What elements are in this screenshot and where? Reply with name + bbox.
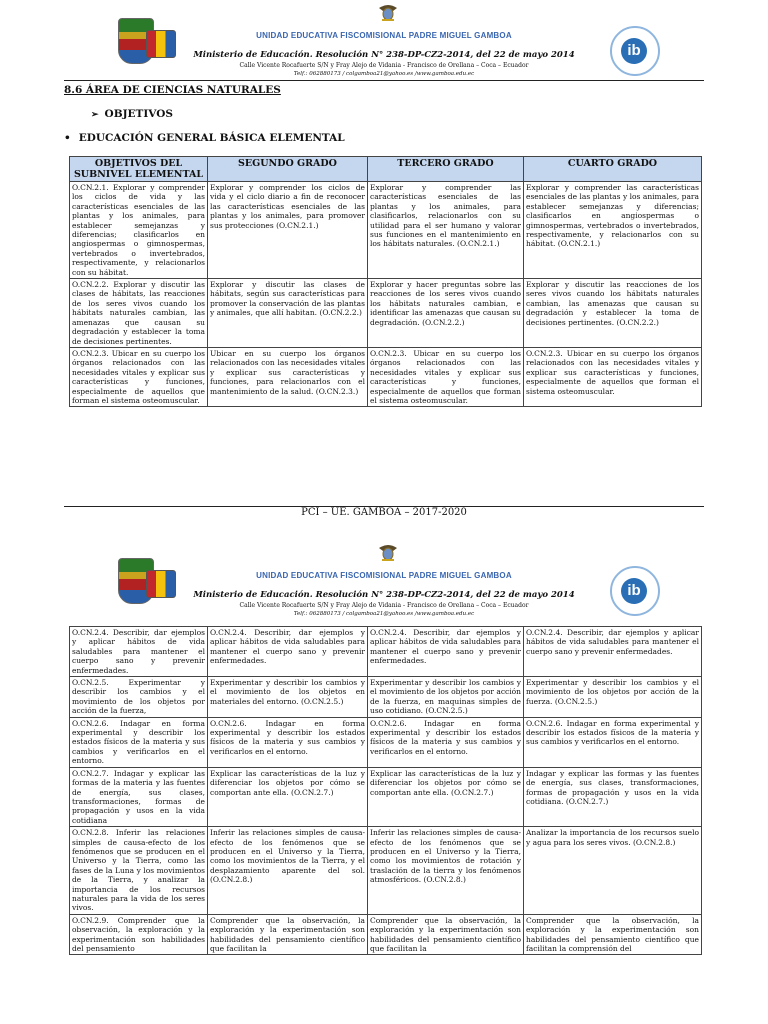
table-header-row [70, 157, 702, 182]
cell-tercero-grado: Explorar y comprender las características esenciales de las plantas y los animales, para clasificarlos, relacionarlos con su utilidad para el ser humano y valorar sus funciones en el mantenimiento en los hábitats naturales. (O.CN.2.1.) [368, 182, 524, 279]
cell-objetivo: O.CN.2.3. Ubicar en su cuerpo los órganos relacionados con las necesidades vitales y explicar sus características y funciones, especialmente de aquellos que forman el sistema osteomuscular. [70, 347, 208, 406]
cell-objetivo: O.CN.2.6. Indagar en forma experimental y describir los estados físicos de la materia y sus cambios y verificarlos en el entorno. [70, 717, 208, 767]
address-line: Calle Vicente Rocafuerte S/N y Fray Alejo de Vidania - Francisco de Orellana – Coca – Ecuador [239, 62, 529, 69]
table-row [70, 767, 702, 826]
cell-segundo-grado: O.CN.2.6. Indagar en forma experimental y describir los estados físicos de la materia y sus cambios y verificarlos en el entorno. [208, 717, 368, 767]
ib-world-school-logo [610, 566, 660, 616]
document-page-2 [0, 540, 768, 1024]
column-header-segundo: SEGUNDO GRADO [208, 157, 368, 182]
ib-world-school-logo [610, 26, 660, 76]
cell-segundo-grado: Explicar las características de la luz y diferenciar los objetos por cómo se comportan ante ella. (O.CN.2.7.) [208, 767, 368, 826]
cell-cuarto-grado: Explorar y comprender las características esenciales de las plantas y los animales, para establecer semejanzas y diferencias; clasificarlos en angiospermas o gimnospermas, vertebrados o invertebrados, respectivamente, y relacionarlos con su hábitat. (O.CN.2.1.) [524, 182, 702, 279]
cell-objetivo: O.CN.2.9. Comprender que la observación, la exploración y la experimentación son habilidades del pensamiento [70, 914, 208, 955]
cell-cuarto-grado: Comprender que la observación, la exploración y la experimentación son habilidades del pensamiento científico que facilitan la comprensión del [524, 914, 702, 955]
level-heading [64, 132, 345, 144]
cell-objetivo: O.CN.2.7. Indagar y explicar las formas de la materia y las fuentes de energía, sus clases, transformaciones, formas de propagación y usos en la vida cotidiana [70, 767, 208, 826]
resolution-line: Ministerio de Educación. Resolución N° 238-DP-CZ2-2014, del 22 de mayo 2014 [193, 50, 575, 60]
cell-objetivo: O.CN.2.2. Explorar y discutir las clases de hábitats, las reacciones de los seres vivos cuando los hábitats naturales cambian, las amenazas que causan su degradación y establecer la toma de decisiones pertinentes. [70, 279, 208, 348]
ib-logo-text: ib [621, 38, 647, 64]
table-row [70, 627, 702, 677]
section-title: 8.6 ÁREA DE CIENCIAS NATURALES [64, 84, 281, 96]
cell-tercero-grado: Comprender que la observación, la exploración y la experimentación son habilidades del pensamiento científico que facilitan la [368, 914, 524, 955]
objectives-heading [91, 108, 173, 120]
table-row [70, 677, 702, 718]
cell-cuarto-grado: Explorar y discutir las reacciones de los seres vivos cuando los hábitats naturales cambian, las amenazas que causan su degradación y establecer la toma de decisiones pertinentes. (O.CN.2.2.) [524, 279, 702, 348]
ecuador-coat-of-arms-icon [377, 542, 399, 562]
address-line: Calle Vicente Rocafuerte S/N y Fray Alejo de Vidania - Francisco de Orellana – Coca – Ecuador [239, 602, 529, 609]
page-header [0, 540, 768, 620]
cell-tercero-grado: Explorar y hacer preguntas sobre las reacciones de los seres vivos cuando los hábitats naturales cambian, e identificar las amenazas que causan su degradación. (O.CN.2.2.) [368, 279, 524, 348]
cell-tercero-grado: O.CN.2.3. Ubicar en su cuerpo los órganos relacionados con las necesidades vitales y explicar sus características y funciones, especialmente de aquellos que forman el sistema osteomuscular. [368, 347, 524, 406]
arrow-bullet-icon: ➢ [91, 110, 99, 120]
school-name: UNIDAD EDUCATIVA FISCOMISIONAL PADRE MIGUEL GAMBOA [256, 31, 512, 40]
cell-cuarto-grado: O.CN.2.3. Ubicar en su cuerpo los órganos relacionados con las necesidades vitales y explicar sus características y funciones, especialmente de aquellos que forman el sistema osteomuscular. [524, 347, 702, 406]
page-footer: PCI – UE. GAMBOA – 2017-2020 [301, 507, 467, 518]
header-divider [64, 80, 704, 81]
cell-cuarto-grado: Indagar y explicar las formas y las fuentes de energía, sus clases, transformaciones, formas de propagación y usos en la vida cotidiana. (O.CN.2.7.) [524, 767, 702, 826]
cell-tercero-grado: Inferir las relaciones simples de causa-efecto de los fenómenos que se producen en el Universo y la Tierra, como los movimientos de rotación y traslación de la tierra y los fenómenos atmosféricos. (O.CN.2.8.) [368, 827, 524, 915]
cell-cuarto-grado: O.CN.2.6. Indagar en forma experimental y describir los estados físicos de la materia y sus cambios y verificarlos en el entorno. [524, 717, 702, 767]
cell-segundo-grado: Experimentar y describir los cambios y el movimiento de los objetos en materiales del entorno. (O.CN.2.5.) [208, 677, 368, 718]
table-row [70, 347, 702, 406]
resolution-line: Ministerio de Educación. Resolución N° 238-DP-CZ2-2014, del 22 de mayo 2014 [193, 590, 575, 600]
column-header-tercero: TERCERO GRADO [368, 157, 524, 182]
page-header [0, 0, 768, 80]
table-row [70, 279, 702, 348]
table-row [70, 182, 702, 279]
cell-cuarto-grado: Analizar la importancia de los recursos suelo y agua para los seres vivos. (O.CN.2.8.) [524, 827, 702, 915]
objectives-table-page-2 [69, 626, 702, 955]
cell-objetivo: O.CN.2.1. Explorar y comprender los ciclos de vida y las características esenciales de las plantas y los animales, para establecer semejanzas y diferencias; clasificarlos en angiospermas o gimnospermas, vertebrados o invertebrados, respectivamente, y relacionarlos con su hábitat. [70, 182, 208, 279]
cell-cuarto-grado: O.CN.2.4. Describir, dar ejemplos y aplicar hábitos de vida saludables para mantener el cuerpo sano y prevenir enfermedades. [524, 627, 702, 677]
contact-line: Telf.: 062880173 / colgamboa21@yahoo.es /www.gamboa.edu.ec [293, 71, 475, 77]
cell-tercero-grado: O.CN.2.6. Indagar en forma experimental y describir los estados físicos de la materia y sus cambios y verificarlos en el entorno. [368, 717, 524, 767]
table-row [70, 717, 702, 767]
cell-tercero-grado: Explicar las características de la luz y diferenciar los objetos por cómo se comportan ante ella. (O.CN.2.7.) [368, 767, 524, 826]
bullet-icon: • [64, 132, 71, 144]
ib-logo-text: ib [621, 578, 647, 604]
cell-objetivo: O.CN.2.4. Describir, dar ejemplos y aplicar hábitos de vida saludables para mantener el cuerpo sano y prevenir enfermedades. [70, 627, 208, 677]
contact-line: Telf.: 062880173 / colgamboa21@yahoo.es /www.gamboa.edu.ec [293, 611, 475, 617]
cell-segundo-grado: Explorar y comprender los ciclos de vida y el ciclo diario a fin de reconocer las características esenciales de las plantas y los animales, para promover sus protecciones (O.CN.2.1.) [208, 182, 368, 279]
cell-segundo-grado: Ubicar en su cuerpo los órganos relacionados con las necesidades vitales y explicar sus características y funciones, para relacionarlos con el mantenimiento de la salud. (O.CN.2.3.) [208, 347, 368, 406]
cell-segundo-grado: O.CN.2.4. Describir, dar ejemplos y aplicar hábitos de vida saludables para mantener el cuerpo sano y prevenir enfermedades. [208, 627, 368, 677]
cell-tercero-grado: O.CN.2.4. Describir, dar ejemplos y aplicar hábitos de vida saludables para mantener el cuerpo sano y prevenir enfermedades. [368, 627, 524, 677]
school-name: UNIDAD EDUCATIVA FISCOMISIONAL PADRE MIGUEL GAMBOA [256, 571, 512, 580]
ecuador-coat-of-arms-icon [377, 2, 399, 22]
column-header-cuarto: CUARTO GRADO [524, 157, 702, 182]
objectives-label: OBJETIVOS [104, 108, 173, 120]
table-row [70, 827, 702, 915]
table-row [70, 914, 702, 955]
cell-tercero-grado: Experimentar y describir los cambios y el movimiento de los objetos por acción de la fuerza, en maquinas simples de uso cotidiano. (O.CN.2.5.) [368, 677, 524, 718]
level-label: EDUCACIÓN GENERAL BÁSICA ELEMENTAL [78, 132, 345, 144]
objectives-table-page-1 [69, 156, 702, 407]
cell-objetivo: O.CN.2.5. Experimentar y describir los cambios y el movimiento de los objetos por acción de la fuerza, [70, 677, 208, 718]
cell-objetivo: O.CN.2.8. Inferir las relaciones simples de causa-efecto de los fenómenos que se producen en el Universo y la Tierra, como las fases de la Luna y los movimientos de la Tierra, y analizar la importancia de los recursos naturales para la vida de los seres vivos. [70, 827, 208, 915]
cell-segundo-grado: Explorar y discutir las clases de hábitats, según sus características para promover la conservación de las plantas y animales, que allí habitan. (O.CN.2.2.) [208, 279, 368, 348]
cell-segundo-grado: Comprender que la observación, la exploración y la experimentación son habilidades del pensamiento científico que facilitan la [208, 914, 368, 955]
cell-cuarto-grado: Experimentar y describir los cambios y el movimiento de los objetos por acción de la fuerza. (O.CN.2.5.) [524, 677, 702, 718]
cell-segundo-grado: Inferir las relaciones simples de causa-efecto de los fenómenos que se producen en el Universo y la Tierra, como los movimientos de la Tierra, y el desplazamiento aparente del sol. (O.CN.2.8.) [208, 827, 368, 915]
column-header-objetivos: OBJETIVOS DEL SUBNIVEL ELEMENTAL [70, 157, 208, 182]
